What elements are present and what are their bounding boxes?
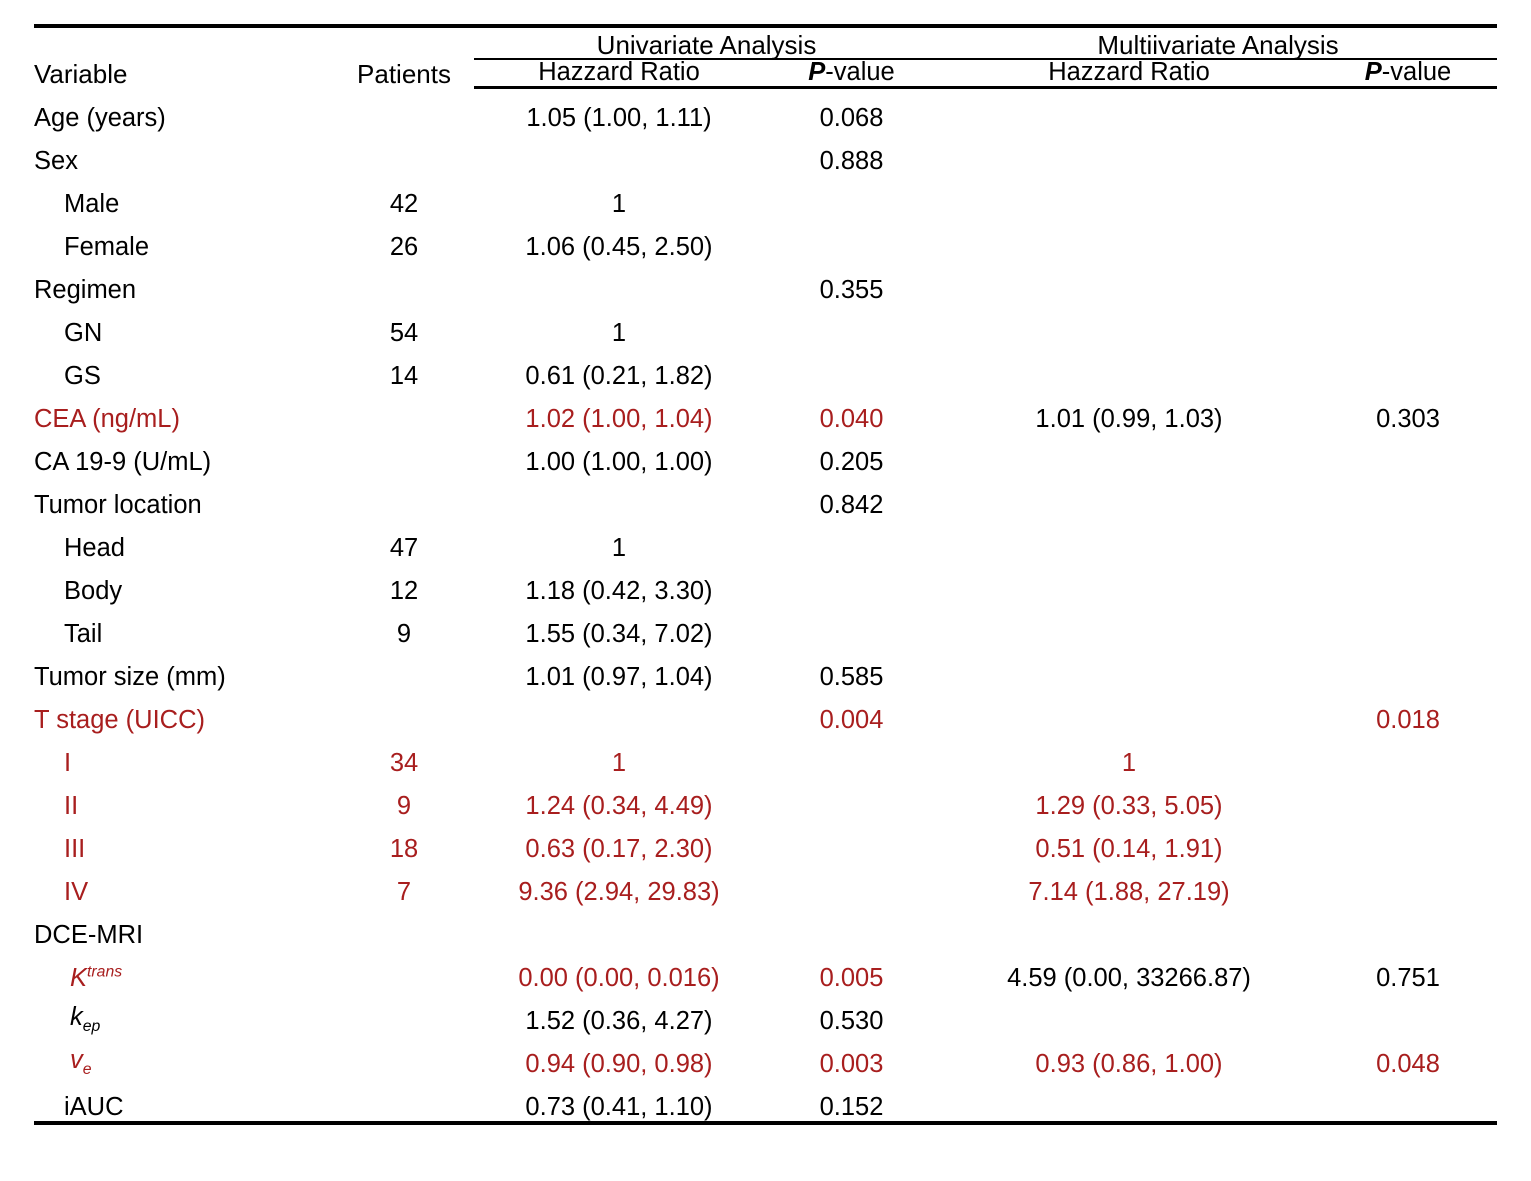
row-multivariate-hr: 7.14 (1.88, 27.19) [1028, 878, 1230, 906]
header-univariate-p [764, 59, 939, 87]
table-row [34, 261, 1497, 304]
row-patients: 26 [389, 233, 419, 261]
table-row [34, 863, 1497, 906]
row-multivariate-p [1319, 175, 1497, 218]
row-univariate-p [764, 347, 939, 390]
table-row [34, 175, 1497, 218]
row-univariate-hr [474, 132, 764, 175]
row-univariate-p: 0.888 [819, 147, 884, 175]
row-patients [334, 433, 474, 476]
row-univariate-hr: 1.55 (0.34, 7.02) [525, 620, 713, 648]
row-univariate-p: 0.003 [819, 1050, 884, 1078]
row-multivariate-hr [939, 433, 1319, 476]
row-patients: 47 [389, 534, 419, 562]
row-univariate-hr: 1.01 (0.97, 1.04) [525, 663, 713, 691]
row-univariate-hr: 1 [611, 534, 627, 562]
row-multivariate-hr [939, 1078, 1319, 1121]
header-multivariate-group: Multiivariate Analysis [939, 32, 1497, 59]
row-univariate-hr: 1 [611, 190, 627, 218]
row-variable: Regimen [34, 276, 137, 304]
row-multivariate-hr [939, 347, 1319, 390]
row-patients: 18 [389, 835, 419, 863]
row-univariate-hr: 1.52 (0.36, 4.27) [525, 1007, 713, 1035]
row-patients: 7 [396, 878, 412, 906]
row-multivariate-hr [939, 691, 1319, 734]
row-patients [334, 1078, 474, 1121]
row-multivariate-hr: 1.01 (0.99, 1.03) [1035, 405, 1223, 433]
row-variable: T stage (UICC) [34, 706, 205, 734]
table-row [34, 519, 1497, 562]
row-multivariate-p [1319, 476, 1497, 519]
table-row [34, 777, 1497, 820]
table-bottom-rule [34, 1121, 1497, 1123]
row-univariate-p: 0.355 [819, 276, 884, 304]
survival-analysis-table [34, 24, 1497, 1125]
row-variable: III [64, 835, 86, 863]
table-row [34, 132, 1497, 175]
table-row [34, 304, 1497, 347]
row-multivariate-hr [939, 562, 1319, 605]
row-multivariate-hr [939, 175, 1319, 218]
row-univariate-p [764, 175, 939, 218]
p-suffix-m: -value [1381, 58, 1452, 86]
header-variable: Variable [34, 59, 128, 89]
row-variable: Head [64, 534, 125, 562]
table-row [34, 605, 1497, 648]
row-univariate-hr [474, 476, 764, 519]
row-univariate-p [764, 863, 939, 906]
row-multivariate-p [1319, 906, 1497, 949]
row-univariate-p [764, 906, 939, 949]
row-univariate-p: 0.040 [819, 405, 884, 433]
table-row [34, 562, 1497, 605]
table-body [34, 87, 1497, 1121]
row-variable: CA 19-9 (U/mL) [34, 448, 212, 476]
row-multivariate-hr [939, 519, 1319, 562]
row-univariate-hr: 1 [611, 749, 627, 777]
row-univariate-hr: 1.24 (0.34, 4.49) [525, 792, 713, 820]
row-variable: GS [64, 362, 101, 390]
row-multivariate-p: 0.751 [1376, 964, 1440, 992]
row-univariate-hr: 1.00 (1.00, 1.00) [525, 448, 713, 476]
header-univariate-hr: Hazzard Ratio [474, 59, 764, 87]
row-univariate-p: 0.152 [819, 1093, 884, 1121]
row-univariate-p: 0.842 [819, 491, 884, 519]
row-multivariate-p: 0.018 [1376, 706, 1440, 734]
row-univariate-hr: 0.00 (0.00, 0.016) [518, 964, 720, 992]
row-univariate-hr: 1.05 (1.00, 1.11) [526, 104, 712, 132]
row-patients: 9 [396, 620, 412, 648]
row-multivariate-p [1319, 261, 1497, 304]
row-multivariate-p [1319, 820, 1497, 863]
row-multivariate-hr [939, 992, 1319, 1035]
row-univariate-p [764, 734, 939, 777]
header-patients: Patients [357, 59, 451, 89]
row-univariate-p [764, 519, 939, 562]
row-multivariate-hr [939, 261, 1319, 304]
row-patients [334, 390, 474, 433]
row-multivariate-p [1319, 433, 1497, 476]
row-patients: 34 [389, 749, 419, 777]
row-variable: II [64, 792, 79, 820]
row-variable: Female [64, 233, 150, 261]
row-patients [334, 949, 474, 992]
row-univariate-hr: 0.94 (0.90, 0.98) [525, 1050, 713, 1078]
row-patients: 54 [389, 319, 419, 347]
p-italic-u: P [808, 58, 826, 86]
table-row [34, 476, 1497, 519]
row-patients: 14 [389, 362, 419, 390]
row-multivariate-p [1319, 304, 1497, 347]
table-row [34, 1078, 1497, 1121]
row-patients: 12 [389, 577, 419, 605]
row-univariate-p [764, 777, 939, 820]
row-univariate-p [764, 605, 939, 648]
p-suffix-u: -value [825, 58, 895, 86]
row-univariate-p: 0.004 [819, 706, 884, 734]
row-variable: Tail [64, 620, 103, 648]
row-patients [334, 1035, 474, 1078]
row-patients [334, 132, 474, 175]
row-variable: Sex [34, 147, 78, 175]
table-row [34, 390, 1497, 433]
table-row [34, 87, 1497, 132]
table-row [34, 949, 1497, 992]
row-patients [334, 476, 474, 519]
row-multivariate-hr [939, 648, 1319, 691]
row-multivariate-hr [939, 906, 1319, 949]
row-univariate-p: 0.585 [819, 663, 884, 691]
table-row [34, 734, 1497, 777]
row-multivariate-p [1319, 605, 1497, 648]
row-patients [334, 648, 474, 691]
table-row [34, 992, 1497, 1035]
row-multivariate-p [1319, 992, 1497, 1035]
row-univariate-hr [474, 691, 764, 734]
row-variable: CEA (ng/mL) [34, 405, 180, 433]
row-variable: $k_{ep}$ [70, 1002, 101, 1035]
row-variable: Age (years) [34, 104, 166, 132]
row-variable: Body [64, 577, 123, 605]
row-univariate-p [764, 218, 939, 261]
row-multivariate-p [1319, 1078, 1497, 1121]
row-variable: DCE-MRI [34, 921, 144, 949]
row-variable: GN [64, 319, 103, 347]
row-multivariate-p [1319, 218, 1497, 261]
table-row [34, 906, 1497, 949]
table-row [34, 1035, 1497, 1078]
header-multivariate-p [1319, 59, 1497, 87]
header-multivariate-hr: Hazzard Ratio [939, 59, 1319, 87]
row-multivariate-hr: 1 [1121, 749, 1137, 777]
row-univariate-p: 0.530 [819, 1007, 884, 1035]
row-patients [334, 691, 474, 734]
row-univariate-hr [474, 906, 764, 949]
row-variable: Tumor location [34, 491, 202, 519]
row-variable: $K^{trans}$ [70, 963, 123, 992]
table-row [34, 648, 1497, 691]
row-univariate-hr: 1.02 (1.00, 1.04) [525, 405, 713, 433]
row-multivariate-hr [939, 132, 1319, 175]
row-univariate-hr: 1.18 (0.42, 3.30) [525, 577, 713, 605]
row-multivariate-p [1319, 777, 1497, 820]
row-multivariate-hr [939, 218, 1319, 261]
row-univariate-hr: 0.61 (0.21, 1.82) [525, 362, 713, 390]
row-variable: Male [64, 190, 120, 218]
p-italic-m: P [1364, 58, 1382, 86]
row-univariate-hr: 9.36 (2.94, 29.83) [518, 878, 720, 906]
row-multivariate-p: 0.048 [1376, 1050, 1440, 1078]
row-patients: 9 [396, 792, 412, 820]
row-multivariate-p [1319, 519, 1497, 562]
row-multivariate-p [1319, 347, 1497, 390]
table-row [34, 347, 1497, 390]
row-variable: iAUC [64, 1093, 124, 1121]
row-multivariate-p [1319, 562, 1497, 605]
row-multivariate-p [1319, 132, 1497, 175]
row-univariate-hr [474, 261, 764, 304]
row-multivariate-p [1319, 87, 1497, 132]
row-multivariate-hr: 0.51 (0.14, 1.91) [1035, 835, 1223, 863]
header-univariate-group: Univariate Analysis [474, 32, 939, 59]
row-multivariate-hr [939, 605, 1319, 648]
row-multivariate-p [1319, 863, 1497, 906]
row-multivariate-hr: 1.29 (0.33, 5.05) [1035, 792, 1223, 820]
row-multivariate-hr: 0.93 (0.86, 1.00) [1035, 1050, 1223, 1078]
table-row [34, 691, 1497, 734]
table-row [34, 820, 1497, 863]
table-row [34, 218, 1497, 261]
row-univariate-p [764, 304, 939, 347]
row-patients: 42 [389, 190, 419, 218]
row-multivariate-hr [939, 304, 1319, 347]
row-patients [334, 992, 474, 1035]
row-patients [334, 87, 474, 132]
row-univariate-p: 0.068 [819, 104, 884, 132]
row-univariate-p: 0.205 [819, 448, 884, 476]
row-multivariate-hr: 4.59 (0.00, 33266.87) [1007, 964, 1251, 992]
row-univariate-p [764, 562, 939, 605]
header-group-row [34, 32, 1497, 59]
row-patients [334, 261, 474, 304]
row-univariate-p [764, 820, 939, 863]
row-variable: $v_e$ [70, 1045, 92, 1078]
row-univariate-hr: 1.06 (0.45, 2.50) [525, 233, 713, 261]
row-multivariate-p [1319, 648, 1497, 691]
row-variable: Tumor size (mm) [34, 663, 226, 691]
row-multivariate-hr [939, 476, 1319, 519]
row-univariate-hr: 1 [611, 319, 627, 347]
row-multivariate-p: 0.303 [1376, 405, 1440, 433]
row-multivariate-hr [939, 87, 1319, 132]
row-univariate-hr: 0.63 (0.17, 2.30) [525, 835, 713, 863]
row-variable: I [64, 749, 72, 777]
row-patients [334, 906, 474, 949]
row-variable: IV [64, 878, 89, 906]
row-univariate-p: 0.005 [819, 964, 884, 992]
table-row [34, 433, 1497, 476]
row-univariate-hr: 0.73 (0.41, 1.10) [525, 1093, 713, 1121]
row-multivariate-p [1319, 734, 1497, 777]
